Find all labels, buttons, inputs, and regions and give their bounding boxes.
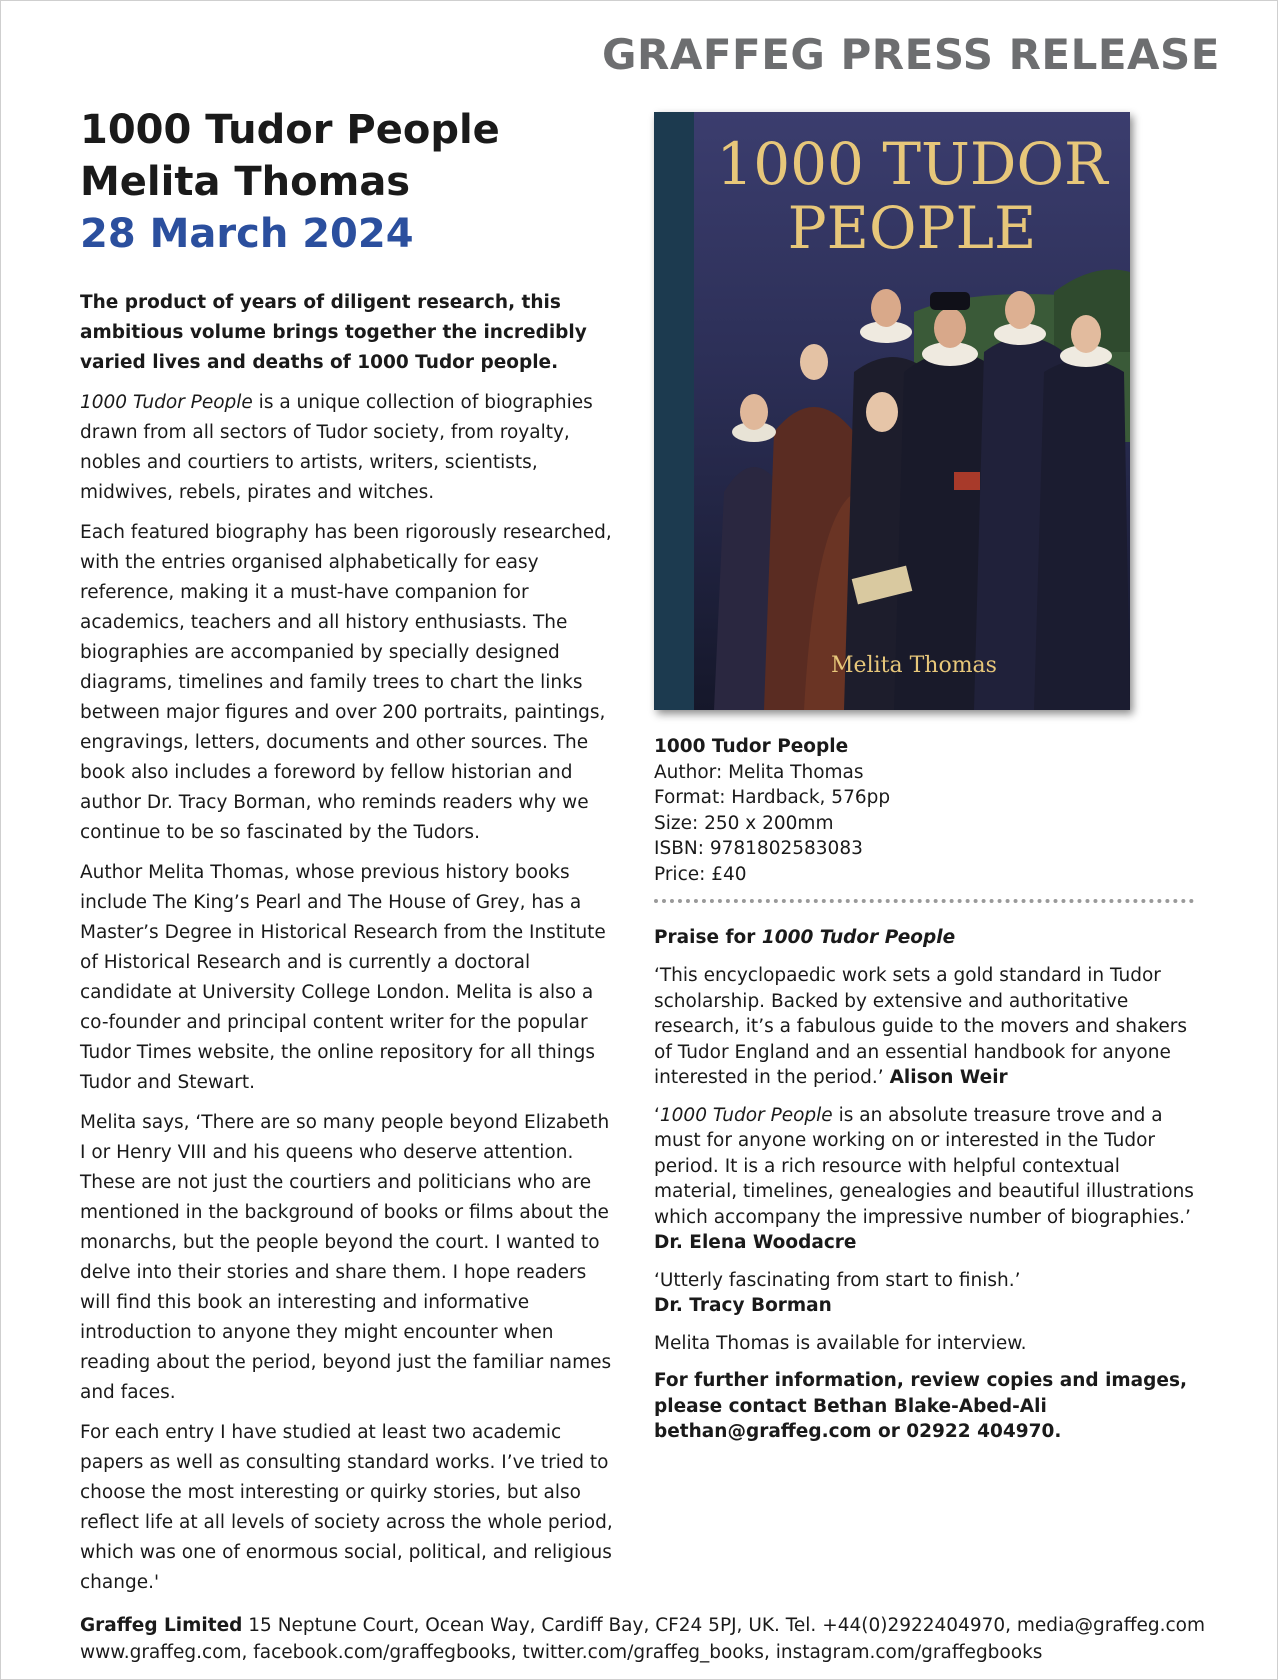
lead-paragraph: The product of years of diligent research, this ambitious volume brings together the incredibly varied lives and deaths of 1000 Tudor people. (80, 292, 587, 373)
praise-heading (654, 925, 1194, 951)
face-2 (800, 344, 828, 380)
book-title: 1000 Tudor People (80, 107, 500, 153)
quote-2-text: is an absolute treasure trove and a must for anyone working on or interested in the Tudor period. It is a rich resource with helpful contextual material, timelines, genealogies and beautiful illustrations which accompany the impressive number of biographies.’ (654, 1104, 1194, 1228)
paragraph-2: Each featured biography has been rigorously researched, with the entries organised alphabetically for easy reference, making it a must-have companion for academics, teachers and all history enthusiasts. The biographies are accompanied by specially designed diagrams, timelines and family trees to chart the links between major figures and over 200 portraits, paintings, engravings, letters, documents and other sources. The book also includes a foreword by fellow historian and author Dr. Tracy Borman, who reminds readers why we continue to be so fascinated by the Tudors. (80, 522, 612, 843)
figure-robe-7 (1034, 360, 1130, 711)
book-cover-image (654, 112, 1130, 710)
specs-price: Price: £40 (654, 863, 747, 885)
quote-1-text: ‘This encyclopaedic work sets a gold standard in Tudor scholarship. Backed by extensive and authoritative research, it’s a fabulous guide to the movers and shakers of Tudor England and an essential handbook for anyone interested in the period.’ (654, 965, 1187, 1088)
cover-title-line-2: PEOPLE (787, 194, 1037, 262)
red-book (954, 472, 980, 490)
main-column (80, 104, 620, 1598)
praise-quote-2 (654, 1103, 1194, 1256)
publication-date: 28 March 2024 (80, 211, 414, 257)
praise-quote-1 (654, 963, 1194, 1091)
face-4 (871, 289, 901, 327)
praise-heading-title: 1000 Tudor People (761, 927, 956, 948)
quote-2-open: ‘ (654, 1104, 660, 1126)
face-6 (1005, 291, 1035, 329)
paragraph-5: For each entry I have studied at least two academic papers as well as consulting standard works. I’ve tried to choose the most interesting or quirky stories, but also reflect life at all levels of society across the whole period, which was one of enormous social, political, and religious change.' (80, 1422, 613, 1593)
quote-3-attribution: Dr. Tracy Borman (654, 1295, 832, 1316)
paragraph-4: Melita says, ‘There are so many people beyond Elizabeth I or Henry VIII and his queens who deserve attention. These are not just the courtiers and politicians who are mentioned in the background of books or films about the monarchs, but the people beyond the court. I wanted to delve into their stories and share them. I hope readers will find this book an interesting and informative introduction to anyone they might encounter when reading about the period, beyond just the familiar names and faces. (80, 1112, 612, 1403)
praise-quote-3 (654, 1268, 1194, 1319)
footer-address-line (80, 1612, 1230, 1639)
hat-5 (930, 292, 970, 310)
book-author: Melita Thomas (80, 159, 411, 205)
specs-author: Author: Melita Thomas (654, 761, 864, 783)
specs-size: Size: 250 x 200mm (654, 812, 834, 834)
paragraph-1-text: is a unique collection of biographies drawn from all sectors of Tudor society, from royalty, nobles and courtiers to artists, writers, scientists, midwives, rebels, pirates and witches. (80, 392, 593, 503)
face-3 (866, 392, 898, 432)
quote-3-text: ‘Utterly fascinating from start to finish.’ (654, 1269, 1021, 1291)
specs-title: 1000 Tudor People (654, 736, 849, 757)
footer-links: www.graffeg.com, facebook.com/graffegbooks, twitter.com/graffeg_books, instagram.com/graffegbooks (80, 1642, 1043, 1663)
footer-address: 15 Neptune Court, Ocean Way, Cardiff Bay, CF24 5PJ, UK. Tel. +44(0)2922404970, media@graffeg.com (242, 1615, 1205, 1636)
quote-1-attribution: Alison Weir (889, 1067, 1008, 1088)
cover-art (654, 112, 1130, 710)
cover-author: Melita Thomas (831, 653, 997, 678)
quote-2-attribution: Dr. Elena Woodacre (654, 1232, 857, 1253)
face-1 (740, 394, 768, 430)
interview-note: Melita Thomas is available for interview. (654, 1332, 1027, 1354)
specs-isbn: ISBN: 9781802583083 (654, 838, 863, 859)
face-5 (934, 308, 966, 348)
specs-format: Format: Hardback, 576pp (654, 787, 891, 808)
paragraph-3: Author Melita Thomas, whose previous history books include The King’s Pearl and The House of Grey, has a Master’s Degree in Historical Research from the Institute of Historical Research and is currently a doctoral candidate at University College London. Melita is also a co-founder and principal content writer for the popular Tudor Times website, the online repository for all things Tudor and Stewart. (80, 862, 606, 1093)
paragraph-1-title: 1000 Tudor People (80, 392, 253, 413)
footer-company: Graffeg Limited (80, 1615, 243, 1636)
paragraph-1 (80, 388, 620, 508)
cover-spine (654, 112, 694, 710)
face-7 (1071, 315, 1101, 353)
page-footer (80, 1612, 1230, 1666)
book-specs (654, 734, 1194, 887)
cover-title-line-1: 1000 TUDOR (716, 130, 1108, 198)
side-column (654, 112, 1194, 1445)
quote-2-title: 1000 Tudor People (659, 1104, 833, 1126)
praise-heading-prefix: Praise for (654, 927, 762, 948)
dotted-divider (654, 899, 1194, 903)
contact-info: For further information, review copies and images, please contact Bethan Blake-Abed-Ali bethan@graffeg.com or 02922 404970. (654, 1370, 1187, 1442)
press-release-brand: GRAFFEG PRESS RELEASE (602, 30, 1220, 79)
